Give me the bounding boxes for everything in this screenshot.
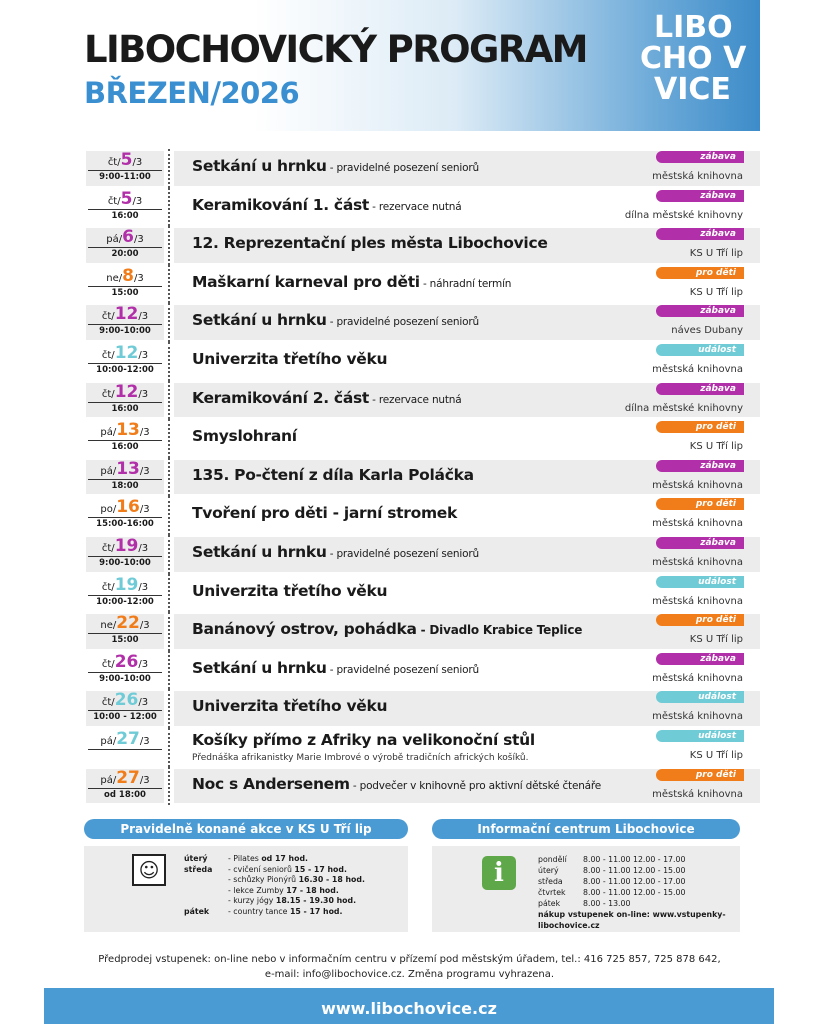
regular-time: 18.15 - 19.30 hod. — [275, 896, 357, 906]
weekday: pá/ — [100, 735, 117, 747]
event-date — [84, 342, 166, 381]
info-center-panel — [432, 846, 740, 932]
event-date — [84, 188, 166, 227]
event-title — [192, 543, 479, 561]
regular-time: 17 - 18 hod. — [286, 885, 339, 895]
month: /3 — [139, 774, 150, 786]
event-date — [84, 767, 166, 806]
event-name: Maškarní karneval pro děti — [192, 272, 420, 291]
event-date-day — [88, 189, 162, 210]
day-number: 22 — [116, 613, 140, 634]
regular-event-row — [184, 875, 365, 886]
event-description: Přednáška afrikanistky Marie Imbrové o výrobě tradičních afrických košíků. — [192, 752, 529, 763]
category-badge: zábava — [656, 305, 744, 317]
footnote — [60, 952, 759, 982]
event-title — [192, 659, 479, 677]
event-time: 9:00-10:00 — [99, 326, 151, 337]
event-note: - rezervace nutná — [369, 393, 462, 406]
regular-activity: - kurzy jógy — [228, 896, 276, 906]
hours-morning: 8.00 - 11.00 — [583, 866, 631, 875]
event-date-day — [88, 652, 162, 673]
hours-afternoon: 12.00 - 17.00 — [633, 877, 686, 886]
event-date — [84, 149, 166, 188]
category-badge: zábava — [656, 537, 744, 549]
month: /3 — [132, 195, 143, 207]
event-name: Smyslohraní — [192, 427, 297, 446]
dotted-divider — [168, 535, 170, 574]
event-name: Keramikování 2. část — [192, 388, 370, 407]
event-row — [84, 689, 760, 728]
weekday: ne/ — [100, 620, 117, 632]
event-title — [192, 196, 461, 214]
event-date-day — [88, 227, 162, 248]
dotted-divider — [168, 496, 170, 535]
hours-afternoon: 12.00 - 17.00 — [633, 855, 686, 864]
event-title — [192, 731, 535, 749]
event-time: 16:00 — [111, 442, 139, 453]
event-place: náves Dubany — [671, 325, 743, 337]
event-place: KS U Tří lip — [689, 634, 743, 646]
event-time: 16:00 — [111, 210, 139, 221]
event-row — [84, 226, 760, 265]
logo-line: VICE — [654, 72, 731, 107]
weekday: čt/ — [101, 581, 115, 593]
hours-morning: 8.00 - 11.00 — [583, 888, 631, 897]
event-note: - Divadlo Krabice Teplice — [416, 623, 583, 638]
dotted-divider — [168, 149, 170, 188]
event-place: dílna městské knihovny — [624, 402, 743, 414]
dotted-divider — [168, 188, 170, 227]
event-title — [192, 350, 387, 368]
event-name: Setkání u hrnku — [192, 542, 327, 561]
event-note: - pravidelné posezení seniorů — [326, 162, 479, 174]
event-date-day — [88, 420, 162, 441]
event-date — [84, 381, 166, 420]
event-place: městská knihovna — [652, 595, 743, 607]
category-badge: událost — [656, 730, 744, 742]
dotted-divider — [168, 767, 170, 806]
page-title: LIBOCHOVICKÝ PROGRAM — [84, 28, 587, 71]
category-badge: zábava — [656, 228, 744, 240]
event-time: 20:00 — [111, 249, 139, 260]
event-date — [84, 419, 166, 458]
event-time: 9:00-11:00 — [99, 172, 151, 182]
event-date-day — [88, 150, 162, 171]
event-place: městská knihovna — [652, 672, 743, 684]
hours-day: pátek — [538, 899, 561, 908]
event-row — [84, 535, 760, 574]
regular-event-row — [184, 896, 365, 907]
event-note: - náhradní termín — [419, 277, 512, 290]
dotted-divider — [168, 226, 170, 265]
category-badge: zábava — [656, 653, 744, 665]
category-badge: zábava — [656, 190, 744, 202]
hours-row — [538, 865, 740, 876]
event-title — [192, 311, 479, 329]
event-title — [192, 620, 582, 638]
website-link[interactable]: www.libochovice.cz — [321, 999, 497, 1018]
dotted-divider — [168, 265, 170, 304]
event-row — [84, 342, 760, 381]
hours-morning: 8.00 - 11.00 — [583, 877, 631, 886]
day-number: 19 — [114, 535, 139, 556]
event-time: od 18:00 — [104, 789, 146, 800]
dotted-divider — [168, 342, 170, 381]
event-date-day — [88, 690, 162, 711]
month: /3 — [138, 697, 149, 709]
libochovice-logo — [632, 10, 747, 112]
regular-activity: - country tance — [228, 906, 290, 916]
dotted-divider — [168, 458, 170, 497]
weekday: čt/ — [101, 542, 115, 554]
event-row — [84, 188, 760, 227]
event-row — [84, 381, 760, 420]
event-date-day — [88, 459, 162, 480]
regular-day: úterý — [184, 854, 208, 863]
hours-day: pondělí — [538, 855, 567, 864]
event-name: Setkání u hrnku — [192, 658, 327, 677]
event-place: městská knihovna — [652, 556, 743, 568]
event-time: 16:00 — [111, 403, 139, 414]
day-number: 6 — [122, 227, 134, 248]
event-date-day — [88, 768, 162, 789]
info-icon: i — [482, 856, 516, 890]
month: /3 — [138, 542, 149, 554]
event-time: 9:00-10:00 — [99, 557, 151, 568]
regular-event-row — [184, 907, 365, 918]
regular-activity: - cvičení seniorů — [228, 864, 295, 874]
event-row — [84, 265, 760, 304]
hours-afternoon: 12.00 - 15.00 — [633, 866, 686, 875]
dotted-divider — [168, 303, 170, 342]
event-row — [84, 149, 760, 188]
event-place: dílna městské knihovny — [624, 209, 743, 221]
dotted-divider — [168, 689, 170, 728]
event-row — [84, 458, 760, 497]
regular-time: 15 - 17 hod. — [294, 864, 347, 874]
weekday: čt/ — [101, 697, 115, 709]
logo-line: CHO V — [640, 41, 747, 76]
weekday: čt/ — [101, 349, 115, 361]
event-date — [84, 458, 166, 497]
category-badge: událost — [656, 344, 744, 356]
hours-day: středa — [538, 877, 563, 886]
event-name: 12. Reprezentační ples města Libochovice — [192, 234, 548, 253]
event-name: Košíky přímo z Afriky na velikonoční stůl — [192, 730, 535, 749]
event-title — [192, 157, 479, 175]
event-name: Setkání u hrnku — [192, 157, 327, 175]
category-badge: pro děti — [656, 267, 744, 279]
weekday: čt/ — [101, 658, 115, 670]
weekday: čt/ — [101, 388, 115, 400]
day-number: 12 — [114, 381, 139, 402]
day-number: 8 — [122, 265, 134, 286]
day-number: 13 — [116, 458, 140, 479]
month: /3 — [139, 427, 150, 439]
weekday: pá/ — [100, 774, 117, 786]
category-badge: zábava — [656, 151, 744, 163]
event-date-day — [88, 304, 162, 325]
footnote-line: Předprodej vstupenek: on-line nebo v informačním centru v přízemí pod městským úřadem, tel.: 416 725 857, 725 878 642, — [98, 954, 721, 965]
dotted-divider — [168, 728, 170, 767]
event-date-day — [88, 266, 162, 287]
month: /3 — [133, 272, 144, 284]
event-note: - pravidelné posezení seniorů — [326, 663, 479, 676]
day-number: 27 — [116, 767, 140, 788]
event-date-day — [88, 729, 162, 750]
event-name: Tvoření pro děti - jarní stromek — [192, 504, 458, 523]
event-date — [84, 265, 166, 304]
event-name: Banánový ostrov, pohádka — [192, 620, 417, 639]
event-note: - rezervace nutná — [369, 200, 462, 213]
month: /3 — [138, 388, 149, 400]
regular-time: od 17 hod. — [261, 854, 308, 863]
event-time: 10:00-12:00 — [96, 364, 154, 375]
regular-event-row — [184, 865, 365, 876]
event-date — [84, 612, 166, 651]
dotted-divider — [168, 612, 170, 651]
regular-time: 15 - 17 hod. — [289, 906, 343, 916]
event-time: 18:00 — [111, 480, 139, 491]
weekday: čt/ — [107, 195, 121, 207]
event-time: 15:00 — [111, 635, 139, 646]
month: /3 — [133, 234, 144, 246]
event-date — [84, 535, 166, 574]
day-number: 5 — [120, 150, 133, 170]
event-time: 15:00-16:00 — [96, 519, 154, 530]
event-row — [84, 651, 760, 690]
event-place: KS U Tří lip — [689, 749, 743, 761]
category-badge: pro děti — [656, 769, 744, 781]
event-date-day — [88, 382, 162, 403]
month: /3 — [139, 465, 150, 477]
event-name: 135. Po-čtení z díla Karla Poláčka — [192, 465, 474, 484]
event-row — [84, 419, 760, 458]
page-footer — [44, 988, 774, 1024]
day-number: 12 — [114, 342, 139, 363]
event-date-day — [88, 575, 162, 596]
month: /3 — [138, 311, 149, 323]
day-number: 13 — [116, 420, 140, 441]
day-number: 27 — [116, 728, 140, 749]
hours-row — [538, 898, 740, 909]
category-badge: zábava — [656, 460, 744, 472]
event-title — [192, 697, 387, 715]
category-badge: pro děti — [656, 614, 744, 626]
month: /3 — [139, 620, 150, 632]
dotted-divider — [168, 574, 170, 613]
dotted-divider — [168, 651, 170, 690]
event-date — [84, 574, 166, 613]
event-time: 10:00 - 12:00 — [93, 712, 157, 723]
footer-wave — [44, 984, 774, 990]
event-title — [192, 427, 297, 445]
regular-event-row — [184, 854, 365, 865]
hours-row — [538, 876, 740, 887]
hours-morning: 8.00 - 13.00 — [583, 899, 631, 908]
event-place: městská knihovna — [652, 363, 743, 375]
event-row — [84, 612, 760, 651]
dotted-divider — [168, 419, 170, 458]
regular-day: středa — [184, 864, 213, 874]
event-date — [84, 689, 166, 728]
footnote-line: e-mail: info@libochovice.cz. Změna programu vyhrazena. — [264, 969, 555, 980]
event-place: KS U Tří lip — [689, 286, 743, 298]
page-header — [84, 0, 760, 131]
regular-activity: - Pilates — [228, 854, 262, 863]
event-title — [192, 273, 511, 291]
day-number: 26 — [114, 690, 139, 711]
event-name: Setkání u hrnku — [192, 311, 327, 330]
regular-time: 16.30 - 18 hod. — [298, 875, 365, 885]
event-date-day — [88, 613, 162, 634]
month: /3 — [138, 581, 149, 593]
event-place: městská knihovna — [652, 518, 743, 530]
event-title — [192, 582, 387, 600]
day-number: 26 — [114, 651, 139, 672]
regular-day: pátek — [184, 906, 210, 916]
month: /3 — [138, 658, 149, 670]
weekday: čt/ — [101, 311, 115, 323]
event-name: Univerzita třetího věku — [192, 349, 388, 368]
event-place: městská knihovna — [652, 479, 743, 491]
dotted-divider — [168, 381, 170, 420]
weekday: pá/ — [100, 465, 117, 477]
ticket-online-link[interactable]: nákup vstupenek on-line: www.vstupenky-libochovice.cz — [538, 910, 726, 930]
event-date-day — [88, 497, 162, 518]
weekday: po/ — [100, 504, 117, 516]
weekday: ne/ — [106, 272, 123, 284]
event-place: KS U Tří lip — [689, 248, 743, 260]
hours-row — [538, 854, 740, 865]
event-place: městská knihovna — [652, 711, 743, 723]
weekday: čt/ — [107, 157, 121, 168]
day-number: 12 — [114, 304, 139, 325]
event-time: 10:00-12:00 — [96, 596, 154, 607]
regular-activity: - lekce Zumby — [228, 885, 287, 895]
hours-morning: 8.00 - 11.00 — [583, 855, 631, 864]
category-badge: pro děti — [656, 498, 744, 510]
logo-line: LIBO — [654, 10, 733, 45]
day-number: 5 — [120, 188, 133, 209]
event-date — [84, 728, 166, 767]
regular-events-heading: Pravidelně konané akce v KS U Tří lip — [84, 819, 408, 839]
event-note: - podvečer v knihovně pro aktivní dětské čtenáře — [349, 779, 602, 792]
day-number: 19 — [114, 574, 139, 595]
event-title — [192, 466, 474, 484]
event-name: Keramikování 1. část — [192, 195, 370, 214]
weekday: pá/ — [100, 427, 117, 439]
month: /3 — [132, 157, 143, 168]
event-date — [84, 651, 166, 690]
opening-hours — [538, 854, 740, 931]
category-badge: událost — [656, 691, 744, 703]
category-badge: pro děti — [656, 421, 744, 433]
event-place: městská knihovna — [652, 171, 743, 182]
event-date-day — [88, 343, 162, 364]
event-name: Univerzita třetího věku — [192, 581, 388, 600]
event-note: - pravidelné posezení seniorů — [326, 316, 479, 329]
regular-activity: - schůzky Pionýrů — [228, 875, 299, 885]
event-title — [192, 234, 548, 252]
event-place: městská knihovna — [652, 788, 743, 800]
page-subtitle: BŘEZEN/2026 — [84, 76, 300, 110]
regular-event-row — [184, 886, 365, 897]
event-title — [192, 389, 461, 407]
regular-events-panel — [84, 846, 408, 932]
event-name: Noc s Andersenem — [192, 774, 350, 793]
event-row — [84, 496, 760, 535]
event-date — [84, 303, 166, 342]
hours-day: úterý — [538, 866, 559, 875]
event-title — [192, 504, 457, 522]
event-date — [84, 226, 166, 265]
event-row — [84, 303, 760, 342]
hours-afternoon: 12.00 - 15.00 — [633, 888, 686, 897]
category-badge: zábava — [656, 383, 744, 395]
hours-row — [538, 887, 740, 898]
event-row — [84, 767, 760, 806]
category-badge: událost — [656, 576, 744, 588]
month: /3 — [139, 504, 150, 516]
theatre-masks-icon: ☺ — [132, 854, 166, 886]
month: /3 — [139, 735, 150, 747]
event-name: Univerzita třetího věku — [192, 697, 388, 716]
event-title — [192, 775, 601, 793]
month: /3 — [138, 349, 149, 361]
event-date — [84, 496, 166, 535]
info-center-heading: Informační centrum Libochovice — [432, 819, 740, 839]
event-date-day — [88, 536, 162, 557]
regular-events-list — [184, 854, 365, 918]
day-number: 16 — [116, 497, 140, 518]
event-note: - pravidelné posezení seniorů — [326, 547, 479, 560]
event-time: 15:00 — [111, 287, 139, 298]
event-row — [84, 574, 760, 613]
hours-day: čtvrtek — [538, 888, 566, 897]
event-time: 9:00-10:00 — [99, 673, 151, 684]
event-row — [84, 728, 760, 767]
weekday: pá/ — [106, 234, 123, 246]
event-schedule — [84, 149, 760, 805]
event-place: KS U Tří lip — [689, 441, 743, 453]
